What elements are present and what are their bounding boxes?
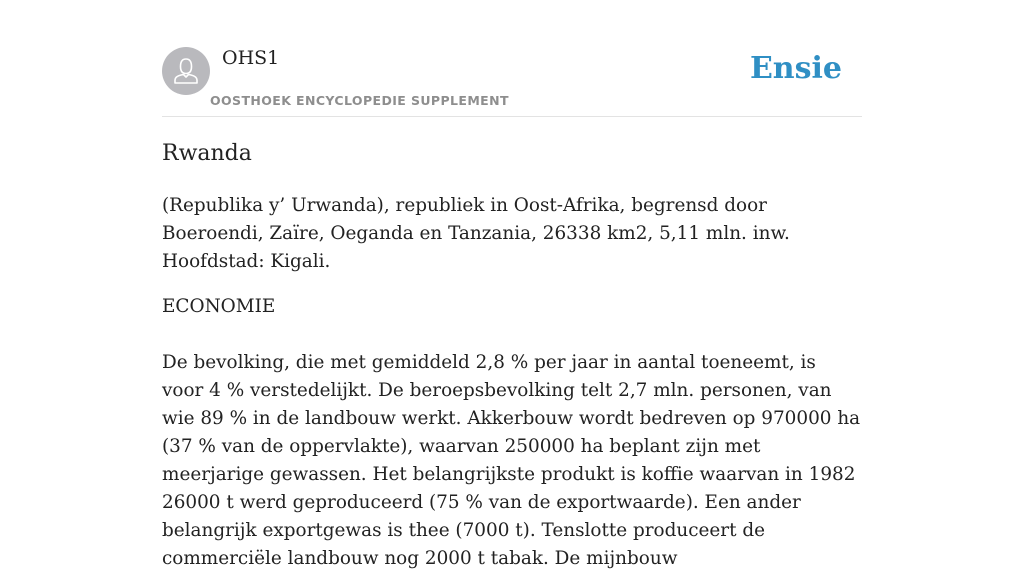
username[interactable]: OHS1 — [222, 47, 280, 69]
publication-subtitle[interactable]: OOSTHOEK ENCYCLOPEDIE SUPPLEMENT — [210, 93, 509, 108]
brand-logo[interactable]: Ensie — [749, 51, 842, 86]
avatar[interactable] — [162, 47, 210, 95]
article-body: De bevolking, die met gemiddeld 2,8 % per jaar in aantal toeneemt, is voor 4 % verstedelijkt. De beroepsbevolking telt 2,7 mln. personen, van wie 89 % in de landbouw werkt. Akkerbouw wordt bedreven op 970000 ha (37 % van de oppervlakte), waarvan 250000 ha beplant zijn met meerjarige gewassen. Het belangrijkste produkt is koffie waarvan in 1982 26000 t werd geproduceerd (75 % van de exportwaarde). Een ander belangrijk exportgewas is thee (7000 t). Tenslotte produceert de commerciële landbouw nog 2000 t tabak. De mijnbouw — [162, 352, 861, 569]
section-heading: ECONOMIE — [162, 296, 276, 317]
article-title: Rwanda — [162, 141, 252, 166]
article-intro: (Republika y’ Urwanda), republiek in Oost-Afrika, begrensd door Boeroendi, Zaïre, Oeganda en Tanzania, 26338 km2, 5,11 mln. inw. Hoofdstad: Kigali. — [162, 195, 790, 272]
article — [162, 136, 862, 573]
header — [162, 47, 862, 117]
user-icon — [162, 47, 210, 95]
